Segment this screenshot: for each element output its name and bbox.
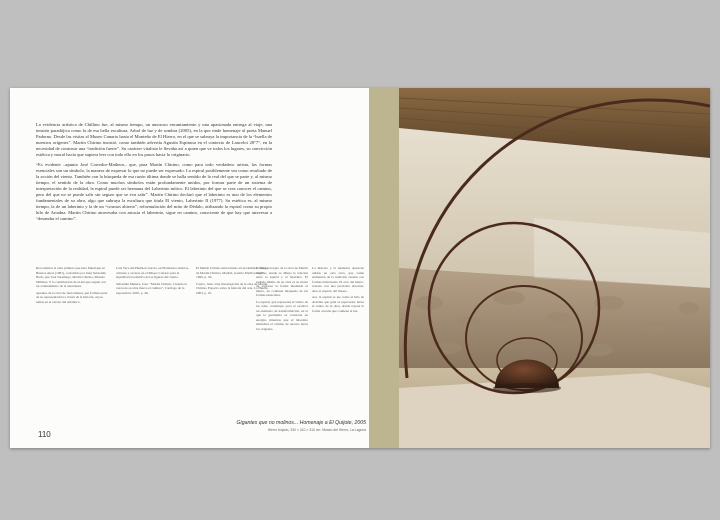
caption-title: Gigantes que no molinos... Homenaje a El Quijote, 2005 <box>236 420 366 426</box>
footnote: Castro, Juan. Una investigación de la obra de Martín Chirino, Espacio sobre la historia del arte, La Huella, 2003, p. 91. <box>196 281 269 295</box>
side-column <box>312 266 364 315</box>
paragraph: La evidencia artística de Chillino fue, al mismo tiempo, un amoroso encantamiento y una apasionada entrega al viaje, una tensión paradójica como la de esa bella escultura, Arbol de luz y de sombra (2005), en la que rinde homenaje al poeta Manuel Padorno. Desde las visitas al Museo Canario hasta el Monteño de El Hierro, en el que se subraya la importancia de la “huella de nuestros orígenes”. Martín Chirino insistió, como también advertía Agustín Espinosa en el contexto de Lancelot 28°7°, en la necesidad de construir una “tradición fuerte”. Su carácter vitalista le llevaba así a quien que ve todos los lugares, su convicción estética y moral hacía que supiera leer con todo ello en los pasos hacia lo originario. <box>36 122 272 158</box>
side-column <box>256 266 308 333</box>
footnote: Apuntes de la obra de Juan Ismael, que forman parte de su representación a través de la historia, cuyos temas en el verano del Atlántico. <box>36 290 108 304</box>
dome-shadow <box>493 383 561 393</box>
footnotes <box>36 266 272 406</box>
photo-caption <box>216 420 366 432</box>
side-paragraph: La historia y la memoria aparecen unidas en esta obra, que reúne elementos de la tradición canaria con formas universales. El arco del hierro, trazado con una precisión absoluta, abre el espacio del museo. <box>312 266 364 293</box>
side-paragraph: Así, la espiral se lee como el hilo de Ariadna que guía al espectador hacia el centro de la obra, donde reposa la forma cerrada que contiene la luz. <box>312 295 364 313</box>
side-paragraph: La espiral, que representa el viento de las islas, constituye para el escultor un elemento de transformación, en la que la geometría se convierte en energía, mientras que el laberinto simboliza el camino de retorno hacia los orígenes. <box>256 299 308 331</box>
body-text <box>36 122 272 226</box>
sculpture-photo <box>399 88 710 448</box>
footnote-column <box>36 266 110 306</box>
footnote: Sebastián Manera, José. “Martín Chirino. Cuando la razón de su obra marca el camino”, Catálogo de la exposición. 2005, p. 46. <box>116 281 187 295</box>
right-page <box>399 88 710 448</box>
paragraph: “Es evidente –apunta José Corredor-Matheos– que, para Martín Chirino, como para todo verdadero artista, las formas esenciales son un símbolo, la manera de expresar lo que no puede ser expresado. La espiral posiblemente sea como resultado de la acción del viento. También con la búsqueda de esa razón última donde se halla sentido de lo real del que se parte y, al mismo tiempo, el sentido de la obra. Como muchos símbolos están profundamente unidos, por formar parte de un sistema de interpretación de la realidad, la espiral puede ser hermana del Laberinto mítico. El laberinto del que se crea conocer el camino, pero del que no se puede salir sin seguro que se eva salir”. Martín Chirino declaró que el laberinto es uno de los elementos fundamentales de su obra, algo que subraya la escultura que titula El viento, Laberinto II (1977). Su estética es, al mismo tiempo, la de un laberinto y la de un “cosmos abierto”, reformulación del mito de Dédalo, utilizando la espiral como su propio hilo de Ariadna. Martín Chirino atravesaba con astucia el laberinto, sigue en camino, consciente de que hay que atravesar a “desandar el camino”. <box>36 161 272 222</box>
gutter-strip <box>369 88 399 448</box>
book-spread <box>10 88 710 448</box>
left-page <box>10 88 399 448</box>
caption-meta: Hierro forjado, 330 × 310 × 310 cm. Museo del Hierro, La Laguna <box>267 428 366 432</box>
side-paragraph: En este concepto de la obra de Martín Chirino, donde se dibuja la relación entre la espiral y el laberinto. El sentido último de su obra es su modo de expresar la forma mediante el hierro, en continua búsqueda de las formas esenciales. <box>256 266 308 297</box>
page-number: 110 <box>38 430 51 439</box>
footnote-column <box>116 266 190 297</box>
footnote: Luis Vaca del Hudsion Garcia, en Elementos abiertos, culturas y oscuras en el Museo Canario para la significación estética de las figuras del viento. <box>116 266 190 279</box>
footnote: El Martín Chirino entrevistado en noviembre, ‘Diego de Martín Chirino, Madrid, Galería Marlborough’ 1990, p. 59. <box>196 266 269 279</box>
side-columns <box>256 266 366 416</box>
footnote: Recordemos la obra primera que hizo Manrique en Buenos Aires (1981), concebida por Juan Sebastián Bach, que José Saramago, Martín Chirino, Manolo Millares. Y la contribución de él del que seguía con un ordenamiento de la naturaleza. <box>36 266 106 288</box>
